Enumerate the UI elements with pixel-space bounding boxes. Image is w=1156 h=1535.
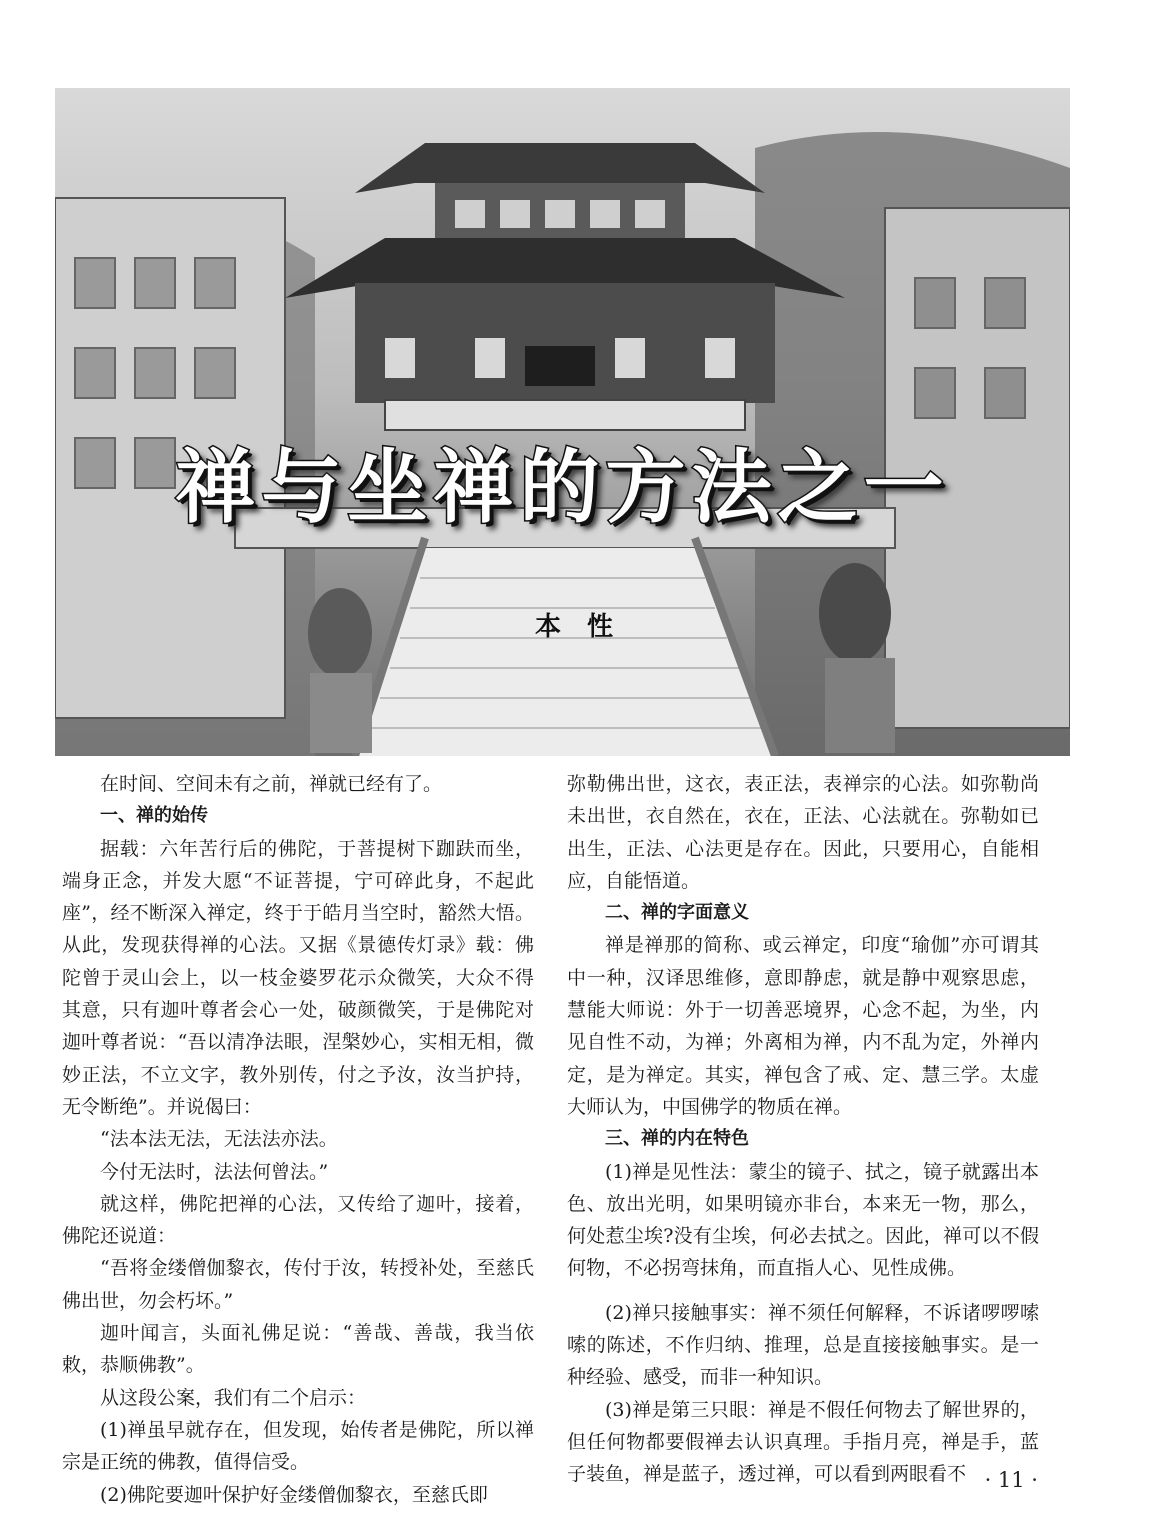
paragraph: 据载：六年苦行后的佛陀，于菩提树下跏趺而坐，端身正念，并发大愿“不证菩提，宁可碎此身，不起此座”，经不断深入禅定，终于于皓月当空时，豁然大悟。从此，发现获得禅的心法。又据《景德传灯录》载：佛陀曾于灵山会上，以一枝金婆罗花示众微笑，大众不得其意，只有迦叶尊者会心一处，破颜微笑，于是佛陀对迦叶尊者说：“吾以清净法眼，涅槃妙心，实相无相，微妙正法，不立文字，教外别传，付之予汝，汝当护持，无令断绝”。并说偈曰： bbox=[62, 837, 534, 1118]
page-number: · 11 · bbox=[984, 1468, 1038, 1492]
paragraph: 迦叶闻言，头面礼佛足说：“善哉、善哉，我当依敕，恭顺佛教”。 bbox=[62, 1322, 534, 1377]
paragraph: 弥勒佛出世，这衣，表正法，表禅宗的心法。如弥勒尚未出世，衣自然在，衣在，正法、心法就在。弥勒如已出生，正法、心法更是存在。因此，只要用心，自能相应，自能悟道。 bbox=[567, 773, 1039, 892]
list-item: (2)佛陀要迦叶保护好金缕僧伽黎衣，至慈氏即 bbox=[100, 1483, 488, 1506]
list-item: (2)禅只接触事实：禅不须任何解释，不诉诸啰啰嗦嗦的陈述，不作归纳、推理，总是直接接触事实。是一种经验、感受，而非一种知识。 bbox=[567, 1301, 1039, 1389]
paragraph: 从这段公案，我们有二个启示： bbox=[100, 1386, 367, 1409]
hero-photo bbox=[55, 88, 1070, 756]
right-column bbox=[567, 768, 1039, 1491]
verse-line: 今付无法时，法法何曾法。” bbox=[100, 1160, 329, 1183]
page-title: 禅与坐禅的方法之一 bbox=[175, 441, 950, 534]
author-name: 本性 bbox=[535, 612, 640, 642]
temple-photo-illustration bbox=[55, 88, 1070, 756]
paragraph: 就这样，佛陀把禅的心法，又传给了迦叶，接着，佛陀还说道： bbox=[62, 1192, 534, 1248]
left-column bbox=[62, 768, 534, 1511]
list-item: (1)禅虽早就存在，但发现，始传者是佛陀，所以禅宗是正统的佛教，值得信受。 bbox=[62, 1418, 534, 1474]
section-heading: 二、禅的字面意义 bbox=[605, 902, 749, 924]
list-item: (1)禅是见性法：蒙尘的镜子、拭之，镜子就露出本色、放出光明，如果明镜亦非台，本来无一物，那么，何处惹尘埃?没有尘埃，何必去拭之。因此，禅可以不假何物，不必拐弯抹角，而直指人心、见性成佛。 bbox=[567, 1160, 1039, 1280]
paragraph: 在时间、空间未有之前，禅就已经有了。 bbox=[100, 773, 443, 795]
section-heading: 三、禅的内在特色 bbox=[605, 1128, 749, 1150]
verse-line: “法本法无法，无法法亦法。 bbox=[100, 1128, 338, 1151]
quote: “吾将金缕僧伽黎衣，传付于汝，转授补处，至慈氏佛出世，勿会朽坏。” bbox=[62, 1257, 534, 1312]
paragraph: 禅是禅那的简称、或云禅定，印度“瑜伽”亦可谓其中一种，汉译思维修，意即静虑，就是静中观察思虑，慧能大师说：外于一切善恶境界，心念不起，为坐，内见自性不动，为禅；外离相为禅，内不乱为定，外禅内定，是为禅定。其实，禅包含了戒、定、慧三学。太虚大师认为，中国佛学的物质在禅。 bbox=[567, 934, 1039, 1118]
section-heading: 一、禅的始传 bbox=[100, 805, 208, 827]
list-item: (3)禅是第三只眼：禅是不假任何物去了解世界的，但任何物都要假禅去认识真理。手指月亮，禅是手，蓝子装鱼，禅是蓝子，透过禅，可以看到两眼看不 bbox=[567, 1398, 1039, 1486]
